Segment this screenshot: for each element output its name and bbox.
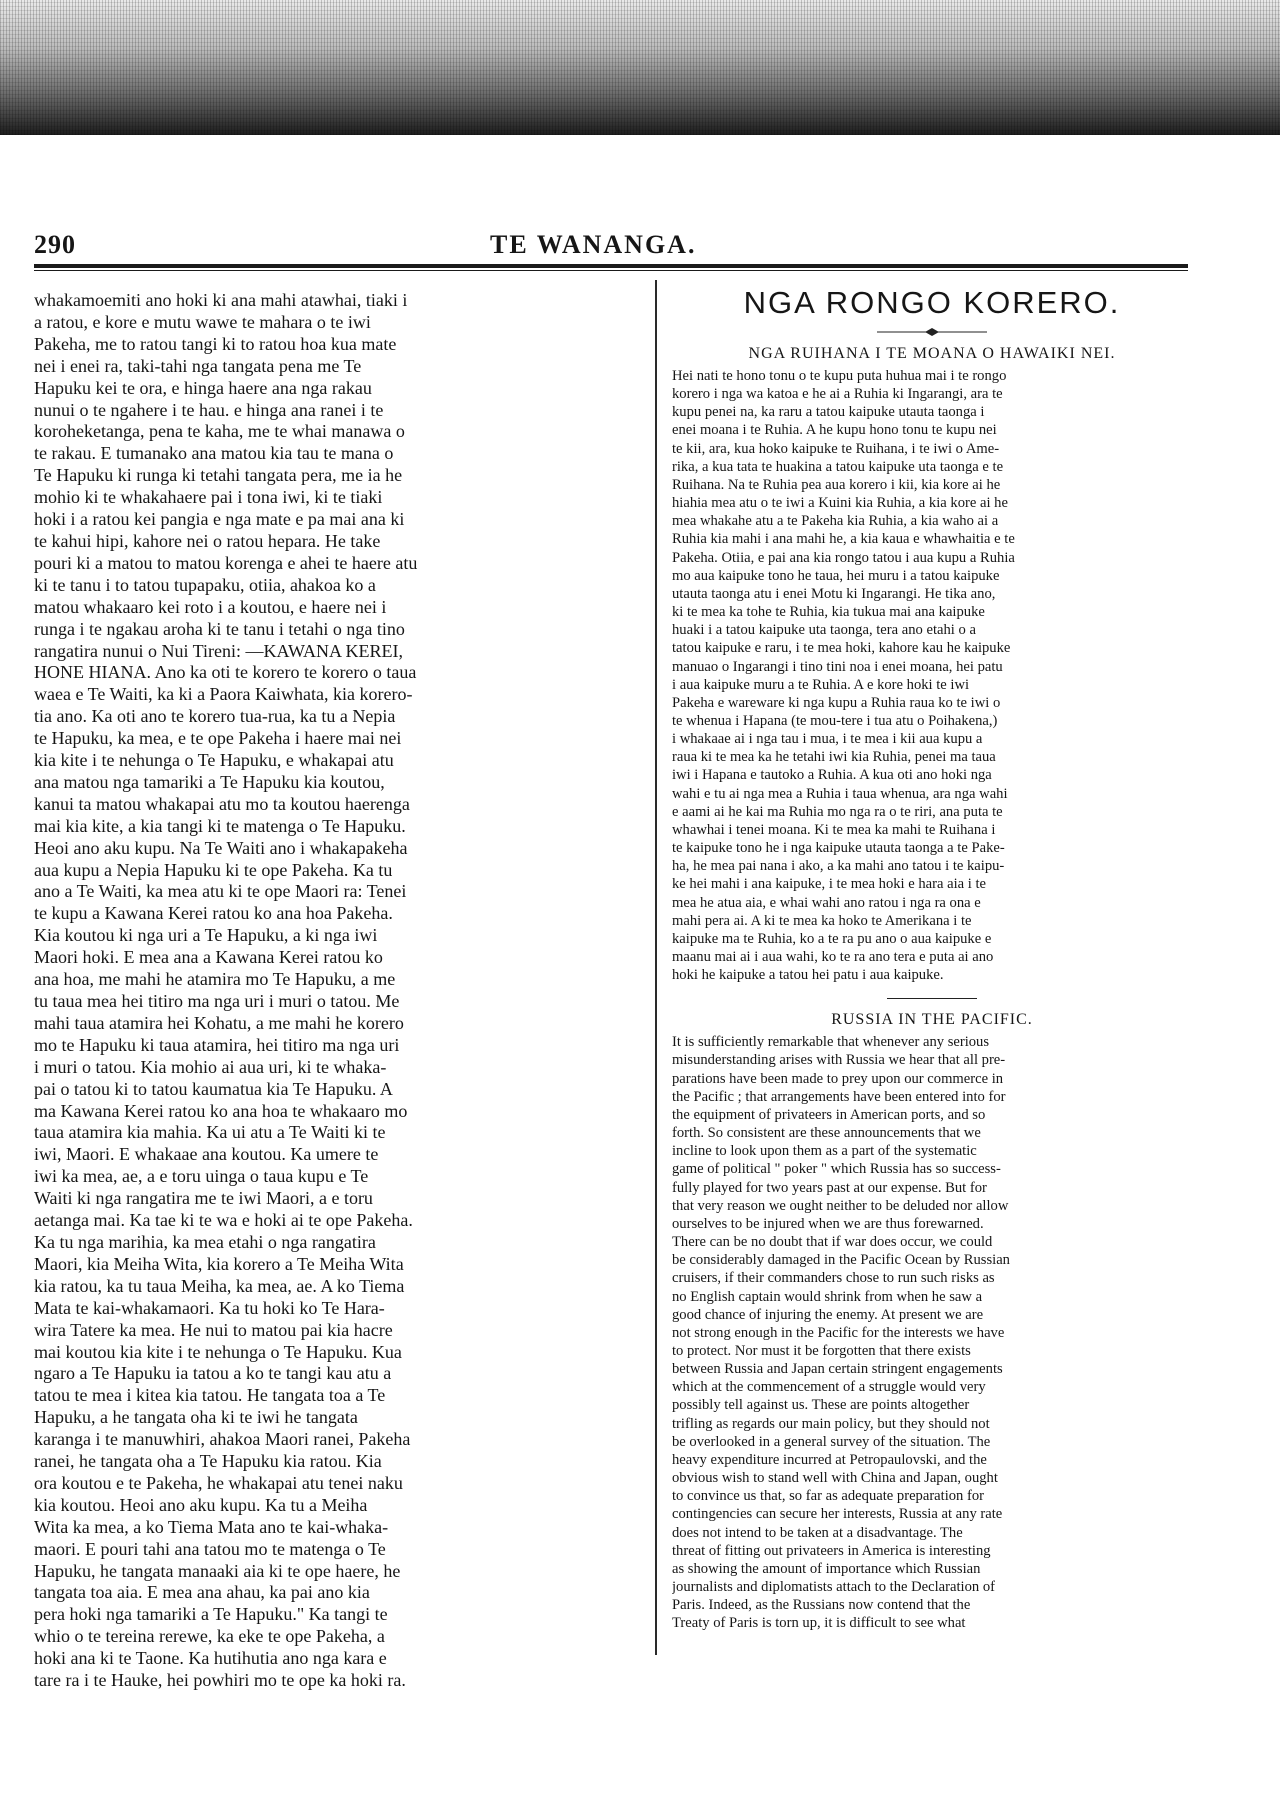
text-line: good chance of injuring the enemy. At present we are — [672, 1306, 984, 1323]
text-line: te kupu a Kawana Kerei ratou ko ana hoa Pakeha. — [34, 903, 393, 924]
text-line: be considerably damaged in the Pacific Ocean by Russian — [672, 1252, 1010, 1269]
text-line: trifling as regards our main policy, but they should not — [672, 1415, 990, 1432]
text-line: whakamoemiti ano hoki ki ana mahi atawhai, tiaki i — [34, 290, 408, 310]
text-line: Pakeha e wareware ki nga kupu a Ruhia raua ko te iwi o — [672, 694, 1001, 711]
text-line: wahi e tu ai nga mea a Ruhia i taua whenua, ara nga wahi — [672, 785, 1008, 802]
text-line: between Russia and Japan certain stringent engagements — [672, 1361, 1003, 1378]
article-2-body — [672, 1033, 1192, 1632]
text-line: taua atamira kia mahia. Ka ui atu a Te Waiti ki te — [34, 1122, 386, 1143]
text-line: manuao o Ingarangi i tino tini noa i enei moana, hei patu — [672, 658, 1003, 675]
text-line: ana matou nga tamariki a Te Hapuku kia koutou, — [34, 771, 385, 792]
text-line: tu taua mea hei titiro ma nga uri i muri o tatou. Me — [34, 991, 400, 1011]
text-line: to protect. Nor must it be forgotten that there exists — [672, 1342, 971, 1359]
text-line: mai kia kite, a kia tangi ki te matenga o Te Hapuku. — [34, 815, 406, 836]
text-line: obvious wish to stand well with China and Japan, ought — [672, 1470, 998, 1487]
text-line: ke hei mahi i ana kaipuke, i te mea hoki e hara aia i te — [672, 876, 987, 893]
header-rule-thick — [34, 264, 1188, 268]
right-column — [672, 285, 1192, 1632]
text-line: kupu penei na, ka raru a tatou kaipuke utauta taonga i — [672, 404, 985, 421]
text-line: a ratou, e kore e mutu wawe te mahara o te iwi — [34, 311, 371, 332]
text-line: e aami ai he kai ma Ruhia mo nga ra o te riri, ana puta te — [672, 803, 1003, 820]
text-line: the Pacific ; that arrangements have been entered into for — [672, 1088, 1006, 1105]
text-line: iwi ka mea, ae, a e toru uinga o taua kupu e Te — [34, 1166, 369, 1187]
text-line: iwi i Hapana e tautoko a Ruhia. A kua oti ano hoki nga — [672, 767, 992, 784]
text-line: ourselves to be injured when we are thus forewarned. — [672, 1215, 984, 1232]
text-line: possibly tell against us. These are points altogether — [672, 1397, 970, 1414]
text-line: cruisers, if their commanders chose to run such risks as — [672, 1270, 995, 1287]
text-line: which at the commencement of a struggle would very — [672, 1379, 986, 1396]
text-line: misunderstanding arises with Russia we hear that all pre- — [672, 1052, 1006, 1069]
text-line: whawhai i tenei moana. Ki te mea ka mahi te Ruihana i — [672, 821, 996, 838]
text-line: utauta taonga atu i enei Motu ki Ingarangi. He tika ano, — [672, 585, 996, 602]
text-line: Ruhia kia mahi i ana mahi he, a kia kaua e whawhaitia e te — [672, 531, 1015, 548]
text-line: hoki he kaipuke a tatou hei patu i aua kaipuke. — [672, 967, 944, 984]
text-line: te kaipuke tono he i nga kaipuke utauta taonga a te Pake- — [672, 840, 1005, 857]
text-line: tatou kaipuke e raru, i te mea hoki, kahore kau he kaipuke — [672, 640, 1011, 657]
text-line: rangatira nunui o Nui Tireni: —KAWANA KEREI, — [34, 640, 404, 661]
text-line: incline to look upon them as a part of the systematic — [672, 1143, 977, 1160]
article-1-title: NGA RUIHANA I TE MOANA O HAWAIKI NEI. — [748, 345, 1116, 362]
text-line: koroheketanga, pena te kaha, me te whai manawa o — [34, 421, 405, 442]
text-line: There can be no doubt that if war does occur, we could — [672, 1234, 993, 1251]
text-line: Heoi ano aku kupu. Na Te Waiti ano i whakapakeha — [34, 837, 408, 858]
text-line: Maori, kia Meiha Wita, kia korero a Te Meiha Wita — [34, 1253, 404, 1274]
text-line: heavy expenditure incurred at Petropaulovski, and the — [672, 1451, 987, 1468]
text-line: ora koutou e te Pakeha, he whakapai atu tenei naku — [34, 1472, 403, 1493]
text-line: ha, he mea pai nana i ako, a ka mahi ano tatou i te kaipu- — [672, 858, 1005, 875]
text-line: enei moana i te Ruhia. A he kupu hono tonu te kupu nei — [672, 422, 997, 439]
text-line: te kii, ara, kua hoko kaipuke te Ruihana, i te iwi o Ame- — [672, 440, 1000, 457]
text-line: does not intend to be taken at a disadvantage. The — [672, 1524, 963, 1541]
text-line: raua ki te mea ka he tetahi iwi kia Ruhia, penei ma taua — [672, 749, 996, 766]
text-line: Paris. Indeed, as the Russians now contend that the — [672, 1597, 971, 1614]
text-line: huaki i a tatou kaipuke uta taonga, tera ano etahi o a — [672, 622, 976, 639]
text-line: ana hoa, me mahi he atamira mo Te Hapuku, a me — [34, 969, 396, 990]
text-line: Hapuku, a he tangata oha ki te iwi he tangata — [34, 1407, 358, 1428]
text-line: to convince us that, so far as adequate preparation for — [672, 1488, 985, 1505]
text-line: parations have been made to prey upon our commerce in — [672, 1070, 1004, 1087]
text-line: hoki ana ki te Taone. Ka hutihutia ano nga kara e — [34, 1648, 387, 1669]
text-line: pouri ki a matou to matou korenga e ahei te haere atu — [34, 552, 418, 573]
text-line: contingencies can secure her interests, Russia at any rate — [672, 1506, 1003, 1523]
text-line: iwi, Maori. E whakaae ana koutou. Ka umere te — [34, 1144, 379, 1165]
text-line: ki te tanu i to tatou tupapaku, otiia, ahakoa ko a — [34, 574, 376, 595]
text-line: i muri o tatou. Kia mohio ai aua uri, ki te whaka- — [34, 1056, 387, 1077]
article-1-body — [672, 367, 1192, 984]
article-separator — [887, 998, 977, 999]
text-line: kia ratou, ka tu taua Meiha, ka mea, ae. A ko Tiema — [34, 1275, 405, 1296]
text-line: mea he atua aia, e whai wahi ano ratou i nga ra ona e — [672, 894, 981, 911]
text-line: aetanga mai. Ka tae ki te wa e hoki ai te ope Pakeha. — [34, 1210, 413, 1231]
text-line: mo te Hapuku ki taua atamira, hei titiro ma nga uri — [34, 1034, 400, 1055]
text-line: Pakeha. Otiia, e pai ana kia rongo tatou i aua kupu a Ruhia — [672, 549, 1015, 566]
text-line: pera hoki nga tamariki a Te Hapuku." Ka tangi te — [34, 1604, 388, 1625]
text-line: runga i te ngakau aroha ki te tanu i tetahi o nga tino — [34, 618, 405, 639]
running-title: TE WANANGA. — [490, 230, 697, 259]
text-line: Te Hapuku ki runga ki tetahi tangata pera, me ia he — [34, 465, 403, 486]
text-line: ngaro a Te Hapuku ia tatou a ko te tangi kau atu a — [34, 1363, 392, 1384]
text-line: Pakeha, me to ratou tangi ki to ratou hoa kua mate — [34, 333, 397, 354]
text-line: no English captain would shrink from when he saw a — [672, 1288, 983, 1305]
text-line: matou whakaaro kei roto i a koutou, e haere nei i — [34, 596, 387, 617]
text-line: mai koutou kia kite i te nehunga o Te Hapuku. Kua — [34, 1341, 402, 1362]
text-line: mea whakahe atu a te Pakeha kia Ruhia, a kia waho ai a — [672, 513, 999, 530]
text-line: te kahui hipi, kahore nei o ratou hepara. He take — [34, 530, 381, 551]
text-line: Kia koutou ki nga uri a Te Hapuku, a ki nga iwi — [34, 925, 378, 946]
text-line: whio o te tereina rerewe, ka eke te ope Pakeha, a — [34, 1626, 385, 1647]
text-line: not strong enough in the Pacific for the interests we have — [672, 1324, 1005, 1341]
left-column — [34, 290, 642, 1692]
text-line: Hapuku kei te ora, e hinga haere ana nga rakau — [34, 377, 372, 398]
text-line: tangata toa aia. E mea ana ahau, ka pai ano kia — [34, 1582, 370, 1603]
text-line: mohio ki te whakahaere pai i tona iwi, ki te tiaki — [34, 487, 383, 508]
text-line: pai o tatou ki to tatou kaumatua kia Te Hapuku. A — [34, 1078, 393, 1099]
text-line: hoki i a ratou kei pangia e nga mate e pa mai ana ki — [34, 509, 405, 530]
text-line: ranei, he tangata oha a Te Hapuku kia ratou. Kia — [34, 1451, 382, 1472]
text-line: karanga i te manuwhiri, ahakoa Maori ranei, Pakeha — [34, 1429, 411, 1450]
text-line: ki te mea ka tohe te Ruhia, kia tukua mai ana kaipuke — [672, 604, 985, 621]
text-line: kanui ta matou whakapai atu mo ta koutou haerenga — [34, 793, 410, 814]
text-line: i whakaae ai i nga tau i mua, i te mea i kii aua kupu a — [672, 731, 983, 748]
text-line: fully played for two years past at our expense. But for — [672, 1179, 987, 1196]
section-title: NGA RONGO KORERO. — [743, 285, 1121, 320]
scanned-page-edge — [0, 0, 1280, 135]
text-line: nei i enei ra, taki-tahi nga tangata pena me Te — [34, 355, 362, 376]
text-line: te whenua i Hapana (te mou-tere i tua atu o Poihakena,) — [672, 712, 998, 729]
text-line: i aua kaipuke muru a te Ruhia. A e kore hoki te iwi — [672, 676, 970, 693]
text-line: tatou te mea i kitea kia tatou. He tangata toa a Te — [34, 1385, 386, 1406]
text-line: rika, a kua tata te huakina a tatou kaipuke uta taonga e te — [672, 458, 1004, 475]
text-line: be overlooked in a general survey of the situation. The — [672, 1433, 991, 1450]
text-line: Mata te kai-whakamaori. Ka tu hoki ko Te Hara- — [34, 1297, 385, 1318]
text-line: kia koutou. Heoi ano aku kupu. Ka tu a Meiha — [34, 1494, 368, 1515]
text-line: threat of fitting out privateers in America is interesting — [672, 1542, 991, 1559]
text-line: wira Tatere ka mea. He nui to matou pai kia hacre — [34, 1319, 393, 1340]
text-line: tare ra i te Hauke, hei powhiri mo te ope ka hoki ra. — [34, 1670, 406, 1691]
text-line: Hei nati te hono tonu o te kupu puta huhua mai i te rongo — [672, 368, 1007, 384]
column-divider — [655, 280, 657, 1655]
text-line: mo aua kaipuke tono he taua, hei muru i a tatou kaipuke — [672, 567, 1000, 584]
text-line: that very reason we ought neither to be deluded nor allow — [672, 1197, 1009, 1214]
text-line: the equipment of privateers in American ports, and so — [672, 1106, 986, 1123]
text-line: maanu mai ai i aua wahi, ko te ra ano tera e puta ai ano — [672, 949, 994, 965]
article-2-title: RUSSIA IN THE PACIFIC. — [831, 1011, 1033, 1029]
text-line: kia kite i te nehunga o Te Hapuku, e whakapai atu — [34, 750, 394, 771]
text-line: tia ano. Ka oti ano te korero tua-rua, ka tu a Nepia — [34, 706, 396, 727]
text-line: Ruihana. Na te Ruhia pea aua korero i kii, kia kore ai he — [672, 476, 1001, 493]
ornament-divider-icon — [877, 327, 987, 337]
text-line: as showing the amount of importance which Russian — [672, 1560, 981, 1577]
text-line: hiahia mea atu o te iwi a Kuini kia Ruhia, a kia kore ai he — [672, 495, 1008, 512]
text-line: Hapuku, he tangata manaaki aia ki te ope haere, he — [34, 1560, 401, 1581]
text-line: It is sufficiently remarkable that whenever any serious — [672, 1034, 990, 1051]
text-line: ma Kawana Kerei ratou ko ana hoa te whakaaro mo — [34, 1100, 408, 1121]
text-line: korero i nga wa katoa e he ai a Ruhia ki Ingarangi, ara te — [672, 386, 1003, 403]
text-line: mahi taua atamira hei Kohatu, a me mahi he korero — [34, 1012, 404, 1033]
text-line: mahi pera ai. A ki te mea ka hoko te Amerikana i te — [672, 912, 972, 929]
text-line: Wita ka mea, a ko Tiema Mata ano te kai-whaka- — [34, 1516, 389, 1537]
text-line: HONE HIANA. Ano ka oti te korero te korero o taua — [34, 662, 417, 683]
text-line: maori. E pouri tahi ana tatou mo te matenga o Te — [34, 1538, 386, 1559]
text-line: te Hapuku, ka mea, e te ope Pakeha i haere mai nei — [34, 728, 402, 749]
text-line: ano a Te Waiti, ka mea atu ki te ope Maori ra: Tenei — [34, 881, 407, 902]
text-line: game of political " poker " which Russia has so success- — [672, 1161, 1001, 1178]
text-line: aua kupu a Nepia Hapuku ki te ope Pakeha. Ka tu — [34, 859, 393, 880]
text-line: waea e Te Waiti, ka ki a Paora Kaiwhata, kia korero- — [34, 684, 413, 705]
text-line: nunui o te ngahere i te hau. e hinga ana ranei i te — [34, 399, 384, 420]
text-line: Ka tu nga marihia, ka mea etahi o nga rangatira — [34, 1231, 376, 1252]
text-line: Treaty of Paris is torn up, it is difficult to see what — [672, 1615, 966, 1632]
header-rule-thin — [34, 270, 1188, 271]
page-number: 290 — [34, 230, 76, 259]
text-line: te rakau. E tumanako ana matou kia tau te mana o — [34, 443, 394, 464]
text-line: forth. So consistent are these announcements that we — [672, 1125, 981, 1142]
text-line: journalists and diplomatists attach to the Declaration of — [672, 1579, 996, 1595]
text-line: Maori hoki. E mea ana a Kawana Kerei ratou ko — [34, 947, 383, 968]
text-line: kaipuke ma te Ruhia, ko a te ra pu ano o aua kaipuke e — [672, 930, 992, 947]
text-line: Waiti ki nga rangatira me te iwi Maori, a e toru — [34, 1188, 373, 1209]
